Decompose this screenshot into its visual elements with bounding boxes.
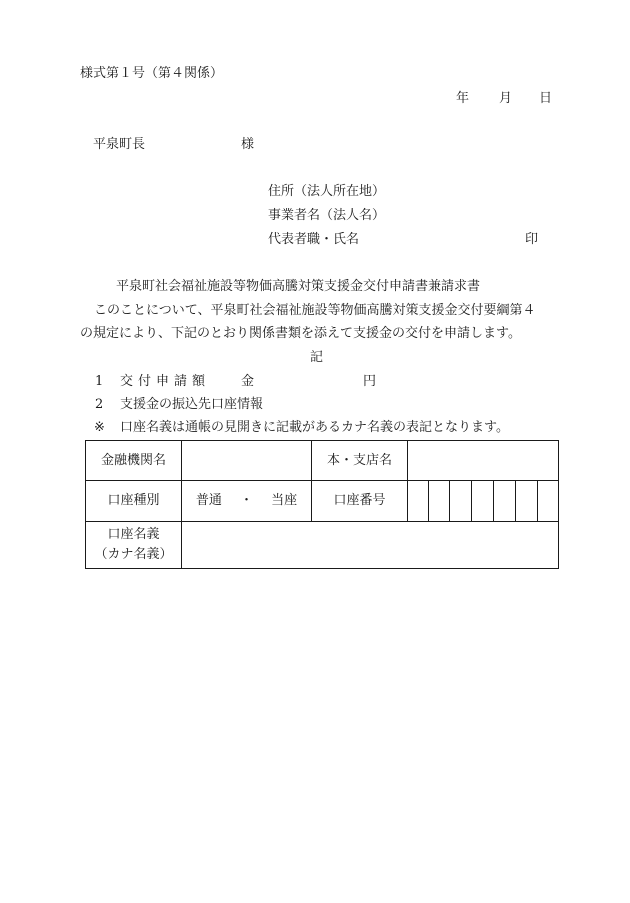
item-1-label: 交付申請額 [120, 374, 211, 389]
addressee-honorific: 様 [241, 137, 255, 152]
account-number-digit[interactable] [408, 481, 429, 522]
seal-mark: 印 [525, 232, 539, 247]
account-type-label: 口座種別 [86, 481, 182, 522]
account-number-digit[interactable] [538, 481, 559, 522]
address-label: 住所（法人所在地） [268, 184, 386, 199]
institution-field[interactable] [182, 441, 312, 481]
account-type-separator: ・ [239, 493, 253, 508]
body-line-2: の規定により、下記のとおり関係書類を添えて支援金の交付を申請します。 [80, 326, 521, 341]
date-year-label: 年 [456, 91, 470, 106]
date-month-label: 月 [499, 91, 513, 106]
holder-label [86, 522, 182, 569]
account-number-digit[interactable] [494, 481, 516, 522]
bank-account-table [85, 440, 559, 569]
branch-field[interactable] [408, 441, 559, 481]
account-number-digit[interactable] [472, 481, 494, 522]
account-type-ordinary[interactable]: 普通 [195, 493, 222, 508]
account-row [86, 481, 559, 522]
body-line-1: このことについて、平泉町社会福祉施設等物価高騰対策支援金交付要綱第４ [94, 303, 536, 318]
item-2-label: 支援金の振込先口座情報 [120, 397, 264, 412]
holder-label-line-1: 口座名義 [107, 527, 160, 542]
holder-field[interactable] [182, 522, 559, 569]
note-mark: ※ [94, 420, 105, 435]
holder-row [86, 522, 559, 569]
account-number-digit[interactable] [450, 481, 472, 522]
business-name-label: 事業者名（法人名） [268, 208, 386, 223]
item-1-number: 1 [95, 374, 104, 389]
account-number-label: 口座番号 [312, 481, 408, 522]
addressee-name: 平泉町長 [93, 137, 146, 152]
ki-heading: 記 [310, 350, 324, 365]
account-type-current[interactable]: 当座 [271, 493, 298, 508]
account-number-digit[interactable] [516, 481, 538, 522]
institution-row [86, 441, 559, 481]
item-1-unit: 円 [363, 374, 377, 389]
account-number-digit[interactable] [429, 481, 450, 522]
item-1-currency: 金 [241, 374, 255, 389]
representative-label: 代表者職・氏名 [268, 232, 360, 247]
note-text: 口座名義は通帳の見開きに記載があるカナ名義の表記となります。 [120, 420, 509, 435]
document-title: 平泉町社会福祉施設等物価高騰対策支援金交付申請書兼請求書 [116, 279, 481, 294]
account-type-options [182, 481, 312, 522]
date-day-label: 日 [539, 91, 553, 106]
institution-label: 金融機関名 [86, 441, 182, 481]
form-number: 様式第１号（第４関係） [80, 66, 224, 81]
branch-label: 本・支店名 [312, 441, 408, 481]
item-2-number: 2 [95, 397, 104, 412]
holder-label-line-2: （カナ名義） [94, 547, 173, 562]
